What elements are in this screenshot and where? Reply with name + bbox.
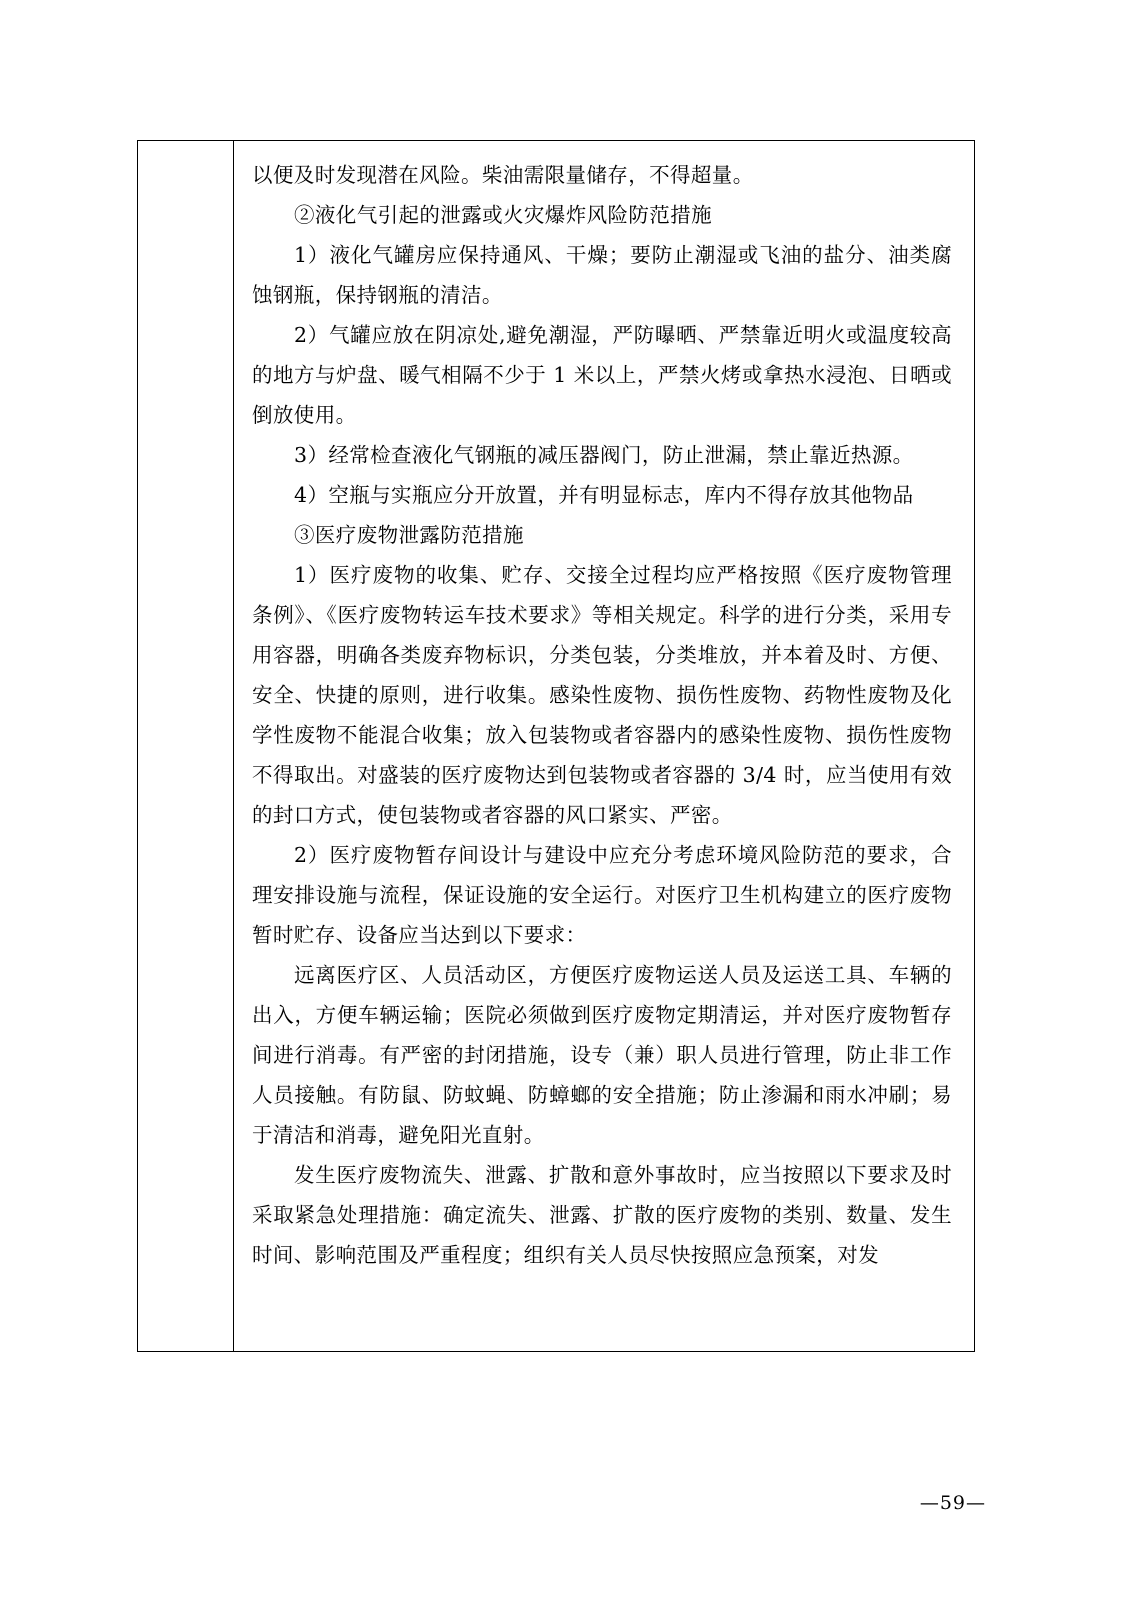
page-number: —59— [919,1492,986,1514]
paragraph-8: 1）医疗废物的收集、贮存、交接全过程均应严格按照《医疗废物管理条例》、《医疗废物转运车技术要求》等相关规定。科学的进行分类，采用专用容器，明确各类废弃物标识，分类包装，分类堆放，并本着及时、方便、安全、快捷的原则，进行收集。感染性废物、损伤性废物、药物性废物及化学性废物不能混合收集；放入包装物或者容器内的感染性废物、损伤性废物不得取出。对盛装的医疗废物达到包装物或者容器的 3/4 时，应当使用有效的封口方式，使包装物或者容器的风口紧实、严密。 [252,563,952,827]
paragraph-1: 以便及时发现潜在风险。柴油需限量储存，不得超量。 [252,163,754,187]
table-left-column [138,141,234,1351]
paragraph-2: ②液化气引起的泄露或火灾爆炸风险防范措施 [294,203,712,227]
paragraph-3: 1）液化气罐房应保持通风、干燥；要防止潮湿或飞油的盐分、油类腐蚀钢瓶，保持钢瓶的清洁。 [252,243,952,307]
content-table [137,140,975,1352]
paragraph-10: 远离医疗区、人员活动区，方便医疗废物运送人员及运送工具、车辆的出入，方便车辆运输；医院必须做到医疗废物定期清运，并对医疗废物暂存间进行消毒。有严密的封闭措施，设专（兼）职人员进行管理，防止非工作人员接触。有防鼠、防蚊蝇、防蟑螂的安全措施；防止渗漏和雨水冲刷；易于清洁和消毒，避免阳光直射。 [252,963,952,1147]
paragraph-7: ③医疗废物泄露防范措施 [294,523,524,547]
paragraph-6: 4）空瓶与实瓶应分开放置，并有明显标志，库内不得存放其他物品 [294,483,914,507]
paragraph-9: 2）医疗废物暂存间设计与建设中应充分考虑环境风险防范的要求，合理安排设施与流程，保证设施的安全运行。对医疗卫生机构建立的医疗废物暂时贮存、设备应当达到以下要求： [252,843,952,947]
paragraph-5: 3）经常检查液化气钢瓶的减压器阀门，防止泄漏，禁止靠近热源。 [294,443,914,467]
paragraph-4: 2）气罐应放在阴凉处,避免潮湿，严防曝晒、严禁靠近明火或温度较高的地方与炉盘、暖气相隔不少于 1 米以上，严禁火烤或拿热水浸泡、日晒或倒放使用。 [252,323,952,427]
table-main-column [234,141,974,1351]
paragraph-11: 发生医疗废物流失、泄露、扩散和意外事故时，应当按照以下要求及时采取紧急处理措施：确定流失、泄露、扩散的医疗废物的类别、数量、发生时间、影响范围及严重程度；组织有关人员尽快按照应急预案，对发 [252,1163,952,1267]
